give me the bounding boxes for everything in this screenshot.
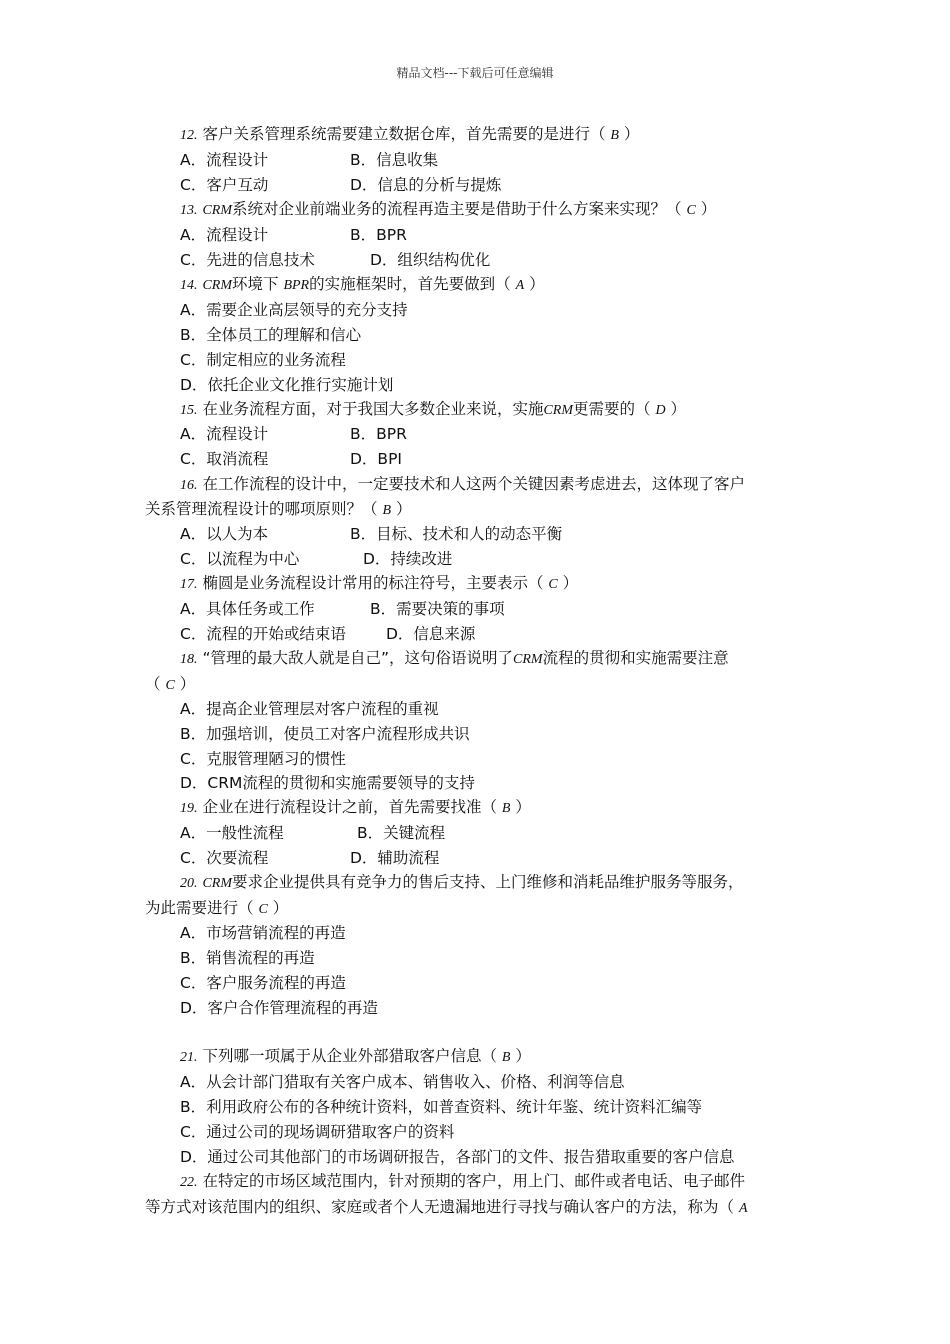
option: B．信息收集 [350, 151, 439, 169]
question-number: 13. [180, 203, 198, 218]
option: B．关键流程 [357, 824, 446, 842]
option: B．利用政府公布的各种统计资料，如普查资料、统计年鉴、统计资料汇编等 [180, 1098, 703, 1116]
question-13 [180, 199, 716, 221]
term: CRM [543, 403, 574, 418]
question-stem: 环境下 [232, 275, 279, 293]
option: A．一般性流程 [180, 824, 284, 842]
question-19 [180, 797, 531, 819]
option: B．全体员工的理解和信心 [180, 326, 362, 344]
question-stem: 椭圆是业务流程设计常用的标注符号，主要表示（ [202, 574, 544, 592]
close-paren: ） [515, 798, 531, 816]
term: CRM [202, 876, 232, 891]
question-stem: 更需要的（ [573, 400, 651, 418]
question-stem: 流程的贯彻和实施需要注意 [542, 649, 729, 667]
option: A．具体任务或工作 [180, 600, 315, 618]
option: A．需要企业高层领导的充分支持 [180, 301, 408, 319]
question-stem: 企业在进行流程设计之前，首先需要找准（ [202, 798, 497, 816]
option: B．需要决策的事项 [370, 600, 505, 618]
option: A．流程设计 [180, 151, 269, 169]
question-stem: 的实施框架时，首先要做到（ [309, 275, 511, 293]
question-number: 18. [180, 652, 198, 667]
close-paren: ） [272, 899, 289, 917]
option: C．次要流程 [180, 849, 269, 867]
option: D．客户合作管理流程的再造 [180, 999, 378, 1017]
option: A．从会计部门猎取有关客户成本、销售收入、价格、利润等信息 [180, 1073, 625, 1091]
option: A．提高企业管理层对客户流程的重视 [180, 700, 439, 718]
question-14 [180, 274, 545, 296]
option: B．目标、技术和人的动态平衡 [350, 525, 563, 543]
question-number: 21. [180, 1050, 198, 1065]
answer: C [258, 902, 268, 917]
open-paren: （ [145, 675, 161, 693]
question-number: 15. [180, 403, 198, 418]
option: A．流程设计 [180, 425, 269, 443]
question-stem: 关系管理流程设计的哪项原则？（ [145, 500, 378, 518]
question-stem: 在特定的市场区域范围内，针对预期的客户，用上门、邮件或者电话、电子邮件 [202, 1172, 745, 1190]
question-number: 20. [180, 876, 198, 891]
question-22-wrap [145, 1197, 748, 1219]
question-stem: 为此需要进行（ [145, 899, 254, 917]
answer: A [515, 278, 525, 293]
option: C．先进的信息技术 [180, 251, 315, 269]
question-stem: 在业务流程方面，对于我国大多数企业来说，实施 [202, 400, 544, 418]
question-number: 22. [180, 1175, 198, 1190]
answer: C [548, 577, 558, 592]
option: D．信息来源 [386, 625, 476, 643]
question-number: 17. [180, 577, 198, 592]
question-18-wrap [145, 674, 195, 696]
question-16-wrap [145, 499, 411, 521]
close-paren: ） [562, 574, 579, 592]
option: A．市场营销流程的再造 [180, 924, 346, 942]
question-number: 12. [180, 128, 198, 143]
option: B．BPR [350, 425, 407, 443]
question-number: 19. [180, 801, 198, 816]
option: B．BPR [350, 226, 407, 244]
term: CRM [202, 203, 232, 218]
close-paren: ） [515, 1047, 531, 1065]
question-16 [180, 474, 745, 496]
option: B．销售流程的再造 [180, 949, 315, 967]
option: D．BPI [350, 450, 402, 468]
answer: B [501, 1050, 511, 1065]
close-paren: ） [395, 500, 412, 518]
close-paren: ） [670, 400, 687, 418]
option: A．流程设计 [180, 226, 269, 244]
term: CRM [513, 652, 543, 667]
option: B．加强培训，使员工对客户流程形成共识 [180, 725, 470, 743]
question-20 [180, 872, 744, 894]
term: BPR [283, 278, 310, 293]
option: C．克服管理陋习的惯性 [180, 750, 346, 768]
close-paren: ） [529, 275, 545, 293]
question-18 [180, 648, 729, 670]
close-paren: ） [700, 200, 717, 218]
option: C．客户服务流程的再造 [180, 974, 346, 992]
question-stem: “管理的最大敌人就是自己”，这句俗语说明了 [202, 649, 513, 667]
option: D．依托企业文化推行实施计划 [180, 376, 394, 394]
question-22 [180, 1171, 745, 1193]
option: D．组织结构优化 [370, 251, 491, 269]
answer: A [738, 1201, 748, 1216]
question-number: 16. [180, 478, 198, 493]
question-21 [180, 1046, 531, 1068]
answer: B [610, 128, 619, 143]
option: A．以人为本 [180, 525, 269, 543]
answer: C [686, 203, 696, 218]
question-15 [180, 399, 686, 421]
question-stem: 要求企业提供具有竞争力的售后支持、上门维修和消耗品维护服务等服务， [232, 873, 744, 891]
question-stem: 在工作流程的设计中，一定要技术和人这两个关键因素考虑进去，这体现了客户 [202, 475, 745, 493]
close-paren: ） [623, 125, 640, 143]
question-stem: 等方式对该范围内的组织、家庭或者个人无遗漏地进行寻找与确认客户的方法，称为（ [145, 1198, 735, 1216]
option: D．通过公司其他部门的市场调研报告，各部门的文件、报告猎取重要的客户信息 [180, 1148, 735, 1166]
question-stem: 客户关系管理系统需要建立数据仓库，首先需要的是进行（ [202, 125, 606, 143]
question-20-wrap [145, 898, 288, 920]
answer: D [655, 403, 666, 418]
question-stem: 下列哪一项属于从企业外部猎取客户信息（ [202, 1047, 497, 1065]
answer: B [501, 801, 511, 816]
question-number: 14. [180, 278, 198, 293]
answer: C [165, 678, 175, 693]
option: D．CRM流程的贯彻和实施需要领导的支持 [180, 774, 475, 792]
question-17 [180, 573, 578, 595]
question-12 [180, 124, 639, 146]
option: C．制定相应的业务流程 [180, 351, 346, 369]
option: D．辅助流程 [350, 849, 440, 867]
answer: B [382, 503, 392, 518]
term: CRM [202, 278, 232, 293]
option: C．流程的开始或结束语 [180, 625, 346, 643]
option: D．持续改进 [363, 550, 453, 568]
page-header: 精品文档---下载后可任意编辑 [396, 66, 554, 80]
close-paren: ） [179, 675, 196, 693]
option: C．以流程为中心 [180, 550, 300, 568]
question-stem: 系统对企业前端业务的流程再造主要是借助于什么方案来实现？（ [232, 200, 682, 218]
option: C．客户互动 [180, 176, 269, 194]
option: D．信息的分析与提炼 [350, 176, 502, 194]
option: C．通过公司的现场调研猎取客户的资料 [180, 1123, 455, 1141]
option: C．取消流程 [180, 450, 269, 468]
